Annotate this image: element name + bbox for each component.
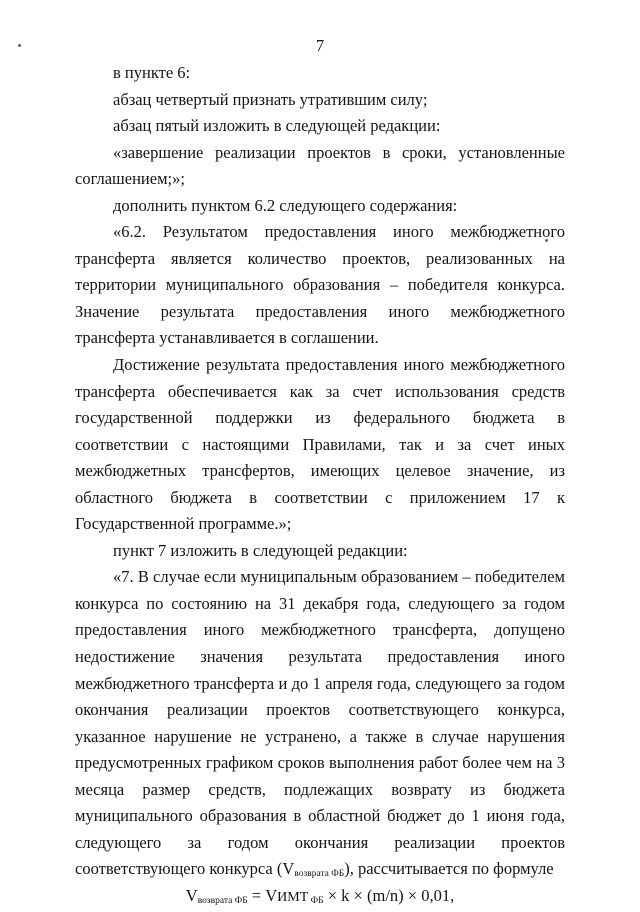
paragraph: дополнить пунктом 6.2 следующего содержания: [113, 195, 458, 215]
paragraph-text: ), рассчитывается по формуле [344, 859, 554, 879]
paragraph: в пункте 6: [113, 63, 191, 82]
paragraph: абзац четвертый признать утратившим силу; [113, 89, 428, 109]
paragraph: абзац пятый изложить в следующей редакции: [113, 116, 441, 136]
formula-subscript: ФБ [308, 895, 324, 906]
paragraph-text: «7. В случае если муниципальным образованием – победителем конкурса по состоянию на 31 декабря года, следующего за годом предоставления иного межбюджетного трансферта, допущено недостижение значения результата предоставления иного межбюджетного трансферта и до 1 апреля года, следующего за годом окончания реализации проектов соответствующего конкурса, указанное нарушение не устранено, а также в случае нарушения предусмотренных графиком сроков выполнения работ более чем на 3 месяца размер средств, подлежащих возврату из бюджета муниципального образования в областной бюджет до 1 июня года, следующего за годом окончания реализации проектов соответствующего конкурса (V [75, 567, 565, 879]
paragraph: «завершение реализации проектов в сроки, установленные соглашением;»; [75, 142, 565, 189]
paragraph [75, 564, 565, 883]
subscript: возврата ФБ [294, 869, 345, 880]
formula-text: × k × (m/n) × 0,01, [323, 885, 455, 905]
paragraph: Достижение результата предоставления иного межбюджетного трансферта обеспечивается как за счет использования средств государственной поддержки из федерального бюджета в соответствии с настоящими Правилами, так и за счет иных межбюджетных трансфертов, имеющих целевое значение, из областного бюджета в соответствии с приложением 17 к Государственной программе.»; [75, 355, 565, 534]
page-number: 7 [315, 36, 325, 55]
document-body [75, 60, 565, 912]
formula-subscript: возврата ФБ [197, 895, 248, 906]
formula-text: = V [247, 885, 278, 905]
paragraph: пункт 7 изложить в следующей редакции: [113, 540, 408, 560]
formula [75, 883, 565, 912]
formula-symbol: V [185, 885, 198, 905]
paragraph: «6.2. Результатом предоставления иного межбюджетного трансферта является количество проектов, реализованных на территории муниципального образования – победителя конкурса. Значение результата предоставления иного межбюджетного трансферта устанавливается в соглашении. [75, 222, 565, 348]
formula-text: ИМТ [277, 889, 309, 905]
